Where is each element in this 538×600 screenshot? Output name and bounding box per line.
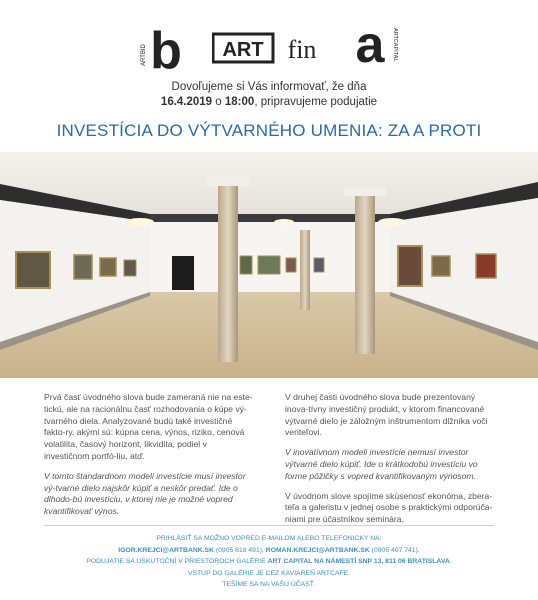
- left-paragraph-1: Prvá časť úvodného slova bude zameraná nie na este-tickú, ale na racionálnu časť rozhodovania o kúpe vý-tvarného diela. Analyzované budú také investičné fakto-ry, akými sú: kúpna cena, výnos, riziko, cenová volatilita, časový horizont, likvidita, podiel v investičnom portfó-liu, atď.: [44, 392, 253, 461]
- footer-venue-pre: PODUJATIE SA USKUTOČNÍ V PRIESTOROCH GALÉRIE: [86, 558, 268, 565]
- invitation-intro: [0, 80, 538, 110]
- artbid-letter: b: [150, 22, 182, 72]
- artfin-logo: [212, 30, 332, 64]
- intro-line-2-rest: , pripravujeme podujatie: [254, 96, 378, 108]
- footer-contacts: [0, 545, 538, 557]
- intro-line-1: Dovoľujeme si Vás informovať, že dňa: [171, 81, 367, 93]
- intro-o: o: [212, 96, 225, 108]
- artbid-logo: [139, 22, 191, 72]
- artcapital-label: ARTCAPITAL: [392, 28, 398, 62]
- footer-entry-line: VSTUP DO GALÉRIE JE CEZ KAVIAREŇ ARTCAFE.: [187, 569, 351, 577]
- footer-venue-post: .: [449, 558, 452, 565]
- artcapital-letter: a: [355, 22, 385, 72]
- left-paragraph-2: V tomto štandardnom modeli investície musí investor vý-tvarné dielo najskôr kúpiť a neskôr predať. Ide o dlhodo-bú investíciu, v ktorej nie je možné vopred kvantifikovať výnos.: [44, 470, 246, 517]
- artfin-box-text: ART: [222, 39, 264, 61]
- right-column: [285, 392, 495, 534]
- venue-address: ART CAPITAL NA NÁMESTÍ SNP 13, 811 06 BRATISLAVA: [267, 558, 450, 565]
- footer-line-1: PRIHLÁSIŤ SA MOŽNO VOPRED E-MAILOM ALEBO TELEFONICKY NA:: [156, 535, 382, 542]
- event-title: INVESTÍCIA DO VÝTVARNÉHO UMENIA: ZA A PROTI: [56, 121, 482, 140]
- left-column: [44, 392, 254, 526]
- logo-bar: [0, 22, 538, 72]
- artcapital-logo: [348, 22, 400, 72]
- email-link-igor[interactable]: IGOR.KREJCI@ARTBANK.SK: [118, 546, 214, 554]
- phone-igor: (0905 618 491),: [214, 546, 266, 554]
- artfin-text: fin: [287, 35, 317, 64]
- right-paragraph-2: V inovatívnom modeli investície nemusí investor výtvarné dielo kúpiť. Ide o krátkodobú investíciu vo forme pôžičky s vopred kvantifikovaným výnosom.: [285, 447, 478, 481]
- event-date: 16.4.2019: [160, 96, 213, 108]
- footer-divider: [44, 525, 494, 526]
- footer: [0, 533, 538, 591]
- intro-line-2: [0, 95, 538, 110]
- event-time: 18:00: [224, 96, 255, 108]
- footer-venue-line: [0, 556, 538, 568]
- right-paragraph-1: V druhej časti úvodného slova bude prezentovaný inova-tívny investičný produkt, v ktorom financované výtvarné dielo je záložným inštrumentom dlžníka voči veriteľovi.: [285, 392, 488, 438]
- artbid-label: ARTBID: [141, 44, 147, 66]
- footer-closing: TEŠÍME SA NA VAŠU ÚČASŤ.: [222, 581, 316, 588]
- phone-roman: (0905 407 741).: [369, 546, 420, 554]
- right-paragraph-3: V úvodnom slove spojíme skúsenosť ekonóma, zbera-teľa a galeristu v jednej osobe s praktickými odporúča-niami pre účastníkov seminára.: [285, 490, 493, 525]
- gallery-photo: [0, 152, 538, 378]
- email-link-roman[interactable]: ROMAN.KREJCI@ARTBANK.SK: [265, 546, 370, 554]
